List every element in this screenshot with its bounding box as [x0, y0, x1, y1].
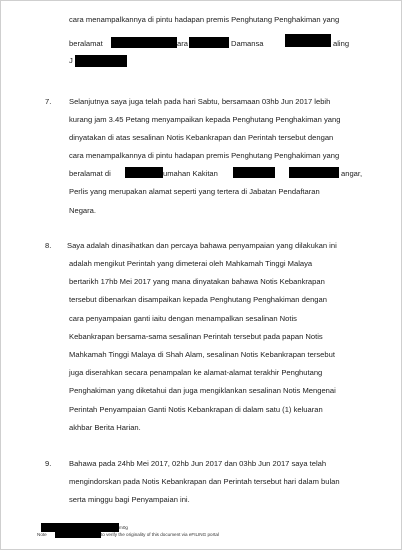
redaction-box: [75, 55, 127, 67]
paragraph-number: 9.: [45, 459, 52, 468]
p8-line-9: Penghakiman yang diketahui dan juga mengiklankan sesalinan Notis Mengenai: [69, 386, 336, 395]
footer-note-start: Note: [37, 532, 47, 537]
p8-line-4: tersebut dibenarkan disampaikan kepada Penghutang Penghakiman dengan: [69, 295, 327, 304]
p9-line-1: Bahawa pada 24hb Mei 2017, 02hb Jun 2017 dan 03hb Jun 2017 saya telah: [69, 459, 327, 468]
p9-line-2: mengindorskan pada Notis Kebankrapan dan Perintah tersebut hari dalam bulan: [69, 477, 340, 486]
p8-line-1: Saya adalah dinasihatkan dan percaya bahawa penyampaian yang dilakukan ini: [67, 241, 337, 250]
p8-line-8: juga diserahkan secara penampalan ke alamat-alamat terakhir Penghutang: [69, 368, 323, 377]
p8-line-3: bertarikh 17hb Mei 2017 yang mana dinyatakan bahawa Notis Kebankrapan: [69, 277, 325, 286]
p7-line-3: dinyatakan di atas sesalinan Notis Kebankrapan dan Perintah tersebut dengan: [69, 133, 334, 142]
p7-line-5a: beralamat di: [69, 169, 111, 178]
p6-line-2c: Damansa: [231, 39, 264, 48]
p7-line-2: kurang jam 3.45 Petang menyampaikan kepada Penghutang Penghakiman yang: [69, 115, 341, 124]
p6-line-2d: aling: [333, 39, 350, 48]
redaction-box: [233, 167, 275, 178]
redaction-box: [111, 37, 177, 48]
footer-note: to verify the originality of this document via eFILING portal: [101, 532, 219, 537]
p8-line-7: Mahkamah Tinggi Malaya di Shah Alam, sesalinan Notis Kebankrapan tersebut: [69, 350, 335, 359]
p8-line-10: Perintah Penyampaian Ganti Notis Kebankrapan di dalam satu (1) keluaran: [69, 405, 323, 414]
p7-line-4: cara menampalkannya di pintu hadapan premis Penghutang Penghakiman yang: [69, 151, 340, 160]
p8-line-2: adalah mengikut Perintah yang dimeterai oleh Mahkamah Tinggi Malaya: [69, 259, 313, 268]
p8-line-5: cara penyampaian ganti iaitu dengan menampalkan sesalinan Notis: [69, 314, 297, 323]
paragraph-number: 8.: [45, 241, 52, 250]
p8-line-11: akhbar Berita Harian.: [69, 423, 141, 432]
p6-line-1: cara menampalkannya di pintu hadapan premis Penghutang Penghakiman yang: [69, 15, 340, 24]
redaction-box: [289, 167, 339, 178]
redaction-box: [285, 34, 331, 47]
p6-line-2a: beralamat: [69, 39, 103, 48]
p6-line-3: J: [69, 56, 73, 65]
redaction-box: [189, 37, 229, 48]
p8-line-6: Kebankrapan bersama-sama sesalinan Perintah tersebut pada papan Notis: [69, 332, 323, 341]
p7-line-6: Perlis yang merupakan alamat seperti yang tertera di Jabatan Pendaftaran: [69, 187, 320, 196]
redaction-box: [55, 531, 101, 538]
p9-line-3: serta minggu bagi Penyampaian ini.: [69, 495, 190, 504]
p7-line-5b: umahan Kakitan: [163, 169, 218, 178]
paragraph-number: 7.: [45, 97, 52, 106]
footer-serial-suffix: m0g: [119, 525, 128, 530]
p7-line-5c: angar,: [341, 169, 363, 178]
p7-line-7: Negara.: [69, 206, 97, 215]
redaction-box: [125, 167, 163, 178]
p6-line-2b: ara: [177, 39, 188, 48]
p7-line-1: Selanjutnya saya juga telah pada hari Sabtu, bersamaan 03hb Jun 2017 lebih: [69, 97, 331, 106]
